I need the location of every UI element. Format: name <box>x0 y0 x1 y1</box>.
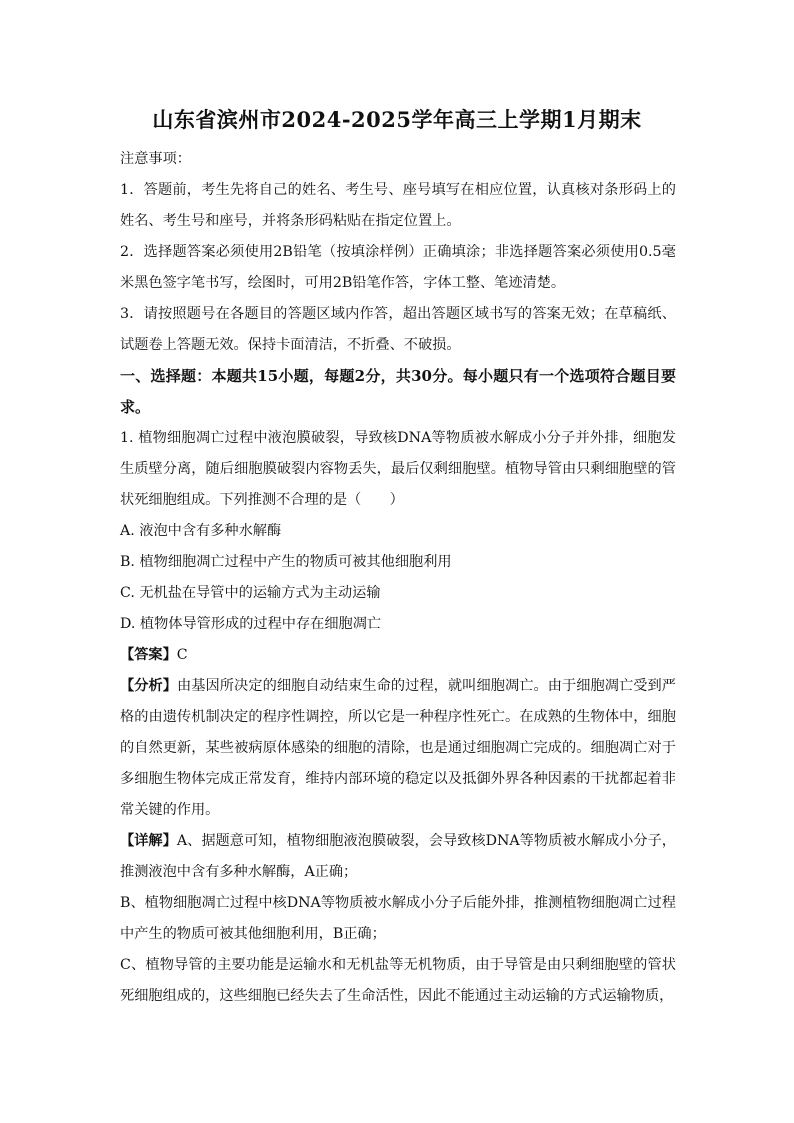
detail-paragraph-a <box>120 826 676 888</box>
answer-line <box>120 640 676 671</box>
detail-tag: 【详解】 <box>120 833 177 849</box>
page-title: 山东省滨州市2024-2025学年高三上学期1月期末 <box>152 107 642 132</box>
option-b: B. 植物细胞凋亡过程中产生的物质可被其他细胞利用 <box>120 554 452 570</box>
analysis-paragraph <box>120 671 676 826</box>
analysis-text: 由基因所决定的细胞自动结束生命的过程，就叫细胞凋亡。由于细胞凋亡受到严格的由遗传机制决定的程序性调控，所以它是一种程序性死亡。在成熟的生物体中，细胞的自然更新，某些被病原体感染的细胞的清除，也是通过细胞凋亡完成的。细胞凋亡对于多细胞生物体完成正常发育，维持内部环境的稳定以及抵御外界各种因素的干扰都起着非常关键的作用。 <box>120 678 676 818</box>
detail-paragraph-c: C、植物导管的主要功能是运输水和无机盐等无机物质，由于导管是由只剩细胞壁的管状死细胞组成的，这些细胞已经失去了生命活性，因此不能通过主动运输的方式运输物质， <box>120 957 676 1004</box>
detail-paragraph-b: B、植物细胞凋亡过程中核DNA等物质被水解成小分子后能外排，推测植物细胞凋亡过程中产生的物质可被其他细胞利用，B正确； <box>120 895 676 942</box>
option-c: C. 无机盐在导管中的运输方式为主动运输 <box>120 585 381 601</box>
analysis-tag: 【分析】 <box>120 678 178 694</box>
notice-item-3: 3．请按照题号在各题目的答题区域内作答，超出答题区域书写的答案无效；在草稿纸、试题卷上答题无效。保持卡面清洁，不折叠、不破损。 <box>120 306 676 353</box>
detail-text-a: A、据题意可知，植物细胞液泡膜破裂，会导致核DNA等物质被水解成小分子，推测液泡中含有多种水解酶，A正确； <box>120 833 676 880</box>
notice-item-2: 2．选择题答案必须使用2B铅笔（按填涂样例）正确填涂；非选择题答案必须使用0.5毫米黑色签字笔书写，绘图时，可用2B铅笔作答，字体工整、笔迹清楚。 <box>120 244 676 291</box>
section-heading: 一、选择题：本题共15小题，每题2分，共30分。每小题只有一个选项符合题目要求。 <box>120 367 676 416</box>
document-body <box>120 144 676 1012</box>
answer-tag: 【答案】 <box>120 647 177 663</box>
notice-item-1: 1．答题前，考生先将自己的姓名、考生号、座号填写在相应位置，认真核对条形码上的姓名、考生号和座号，并将条形码粘贴在指定位置上。 <box>120 182 676 229</box>
option-a: A. 液泡中含有多种水解酶 <box>120 523 282 539</box>
option-d: D. 植物体导管形成的过程中存在细胞凋亡 <box>120 616 382 632</box>
answer-value: C <box>176 647 188 663</box>
question-stem: 1. 植物细胞凋亡过程中液泡膜破裂，导致核DNA等物质被水解成小分子并外排，细胞发生质壁分离，随后细胞膜破裂内容物丢失，最后仅剩细胞壁。植物导管由只剩细胞壁的管状死细胞组成。下列推测不合理的是（ ） <box>120 430 676 508</box>
notice-heading: 注意事项： <box>120 151 191 167</box>
